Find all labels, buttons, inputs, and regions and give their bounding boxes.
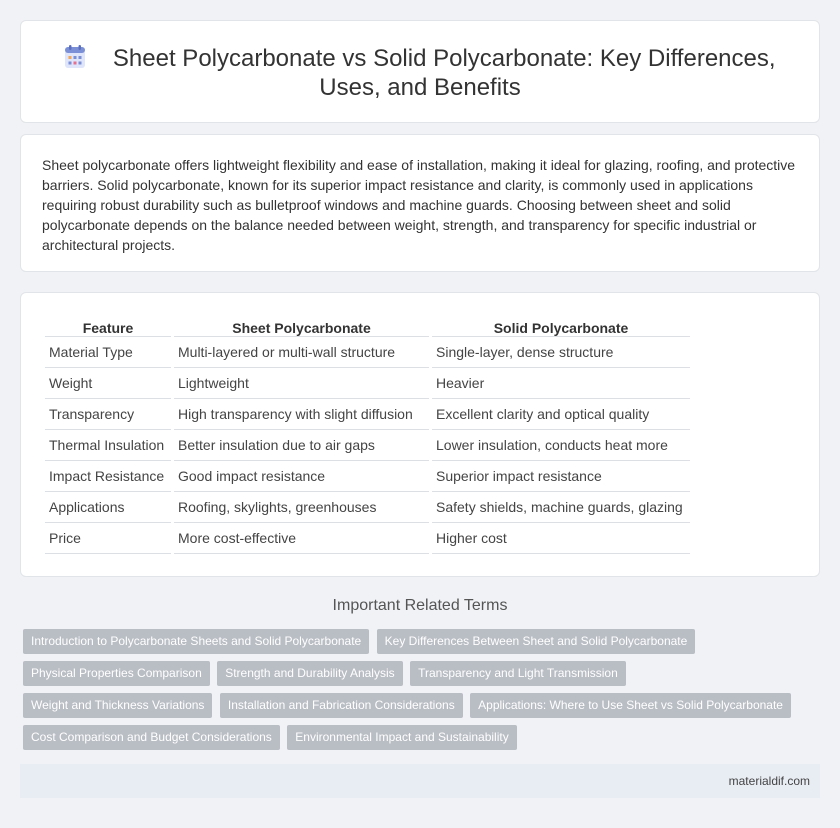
related-term-tag[interactable]: Environmental Impact and Sustainability — [287, 725, 516, 750]
table-row — [45, 430, 690, 461]
related-term-tag[interactable]: Key Differences Between Sheet and Solid Polycarbonate — [377, 629, 696, 654]
table-row — [45, 461, 690, 492]
feature-cell: Applications — [45, 492, 171, 523]
sheet-cell: Good impact resistance — [174, 461, 429, 492]
document-icon — [64, 45, 86, 69]
table-row — [45, 523, 690, 554]
related-term-tag[interactable]: Applications: Where to Use Sheet vs Solid Polycarbonate — [470, 693, 791, 718]
related-terms-list — [23, 629, 813, 757]
sheet-cell: High transparency with slight diffusion — [174, 399, 429, 430]
intro-card — [20, 134, 820, 272]
related-term-tag[interactable]: Strength and Durability Analysis — [217, 661, 402, 686]
table-row — [45, 492, 690, 523]
related-term-tag[interactable]: Introduction to Polycarbonate Sheets and Solid Polycarbonate — [23, 629, 369, 654]
related-term-tag[interactable]: Cost Comparison and Budget Considerations — [23, 725, 280, 750]
solid-cell: Lower insulation, conducts heat more — [432, 430, 690, 461]
related-term-tag[interactable]: Transparency and Light Transmission — [410, 661, 626, 686]
footer-bar — [20, 764, 820, 798]
solid-cell: Superior impact resistance — [432, 461, 690, 492]
column-header-feature: Feature — [45, 316, 171, 337]
sheet-cell: Multi-layered or multi-wall structure — [174, 337, 429, 368]
solid-cell: Single-layer, dense structure — [432, 337, 690, 368]
solid-cell: Heavier — [432, 368, 690, 399]
title-wrap — [21, 44, 819, 102]
solid-cell: Safety shields, machine guards, glazing — [432, 492, 690, 523]
solid-cell: Excellent clarity and optical quality — [432, 399, 690, 430]
comparison-table — [42, 316, 693, 554]
page-title: Sheet Polycarbonate vs Solid Polycarbonate: Key Differences, Uses, and Benefits — [112, 45, 776, 101]
table-row — [45, 337, 690, 368]
table-header-row — [45, 316, 690, 337]
intro-paragraph: Sheet polycarbonate offers lightweight flexibility and ease of installation, making it ideal for glazing, roofing, and protective barriers. Solid polycarbonate, known for its superior impact resistance and clarity, is commonly used in applications requiring robust durability such as bulletproof windows and machine guards. Choosing between sheet and solid polycarbonate depends on the balance needed between weight, strength, and transparency for specific industrial or architectural projects. — [42, 157, 796, 253]
table-row — [45, 399, 690, 430]
title-card — [20, 20, 820, 123]
related-term-tag[interactable]: Installation and Fabrication Considerations — [220, 693, 463, 718]
feature-cell: Price — [45, 523, 171, 554]
feature-cell: Transparency — [45, 399, 171, 430]
solid-cell: Higher cost — [432, 523, 690, 554]
table-row — [45, 368, 690, 399]
related-terms-heading: Important Related Terms — [332, 597, 508, 614]
sheet-cell: Lightweight — [174, 368, 429, 399]
sheet-cell: More cost-effective — [174, 523, 429, 554]
sheet-cell: Roofing, skylights, greenhouses — [174, 492, 429, 523]
comparison-card — [20, 292, 820, 577]
related-term-tag[interactable]: Weight and Thickness Variations — [23, 693, 212, 718]
sheet-cell: Better insulation due to air gaps — [174, 430, 429, 461]
feature-cell: Thermal Insulation — [45, 430, 171, 461]
related-term-tag[interactable]: Physical Properties Comparison — [23, 661, 210, 686]
column-header-sheet: Sheet Polycarbonate — [174, 316, 429, 337]
feature-cell: Weight — [45, 368, 171, 399]
feature-cell: Impact Resistance — [45, 461, 171, 492]
column-header-solid: Solid Polycarbonate — [432, 316, 690, 337]
feature-cell: Material Type — [45, 337, 171, 368]
site-name: materialdif.com — [728, 774, 810, 788]
